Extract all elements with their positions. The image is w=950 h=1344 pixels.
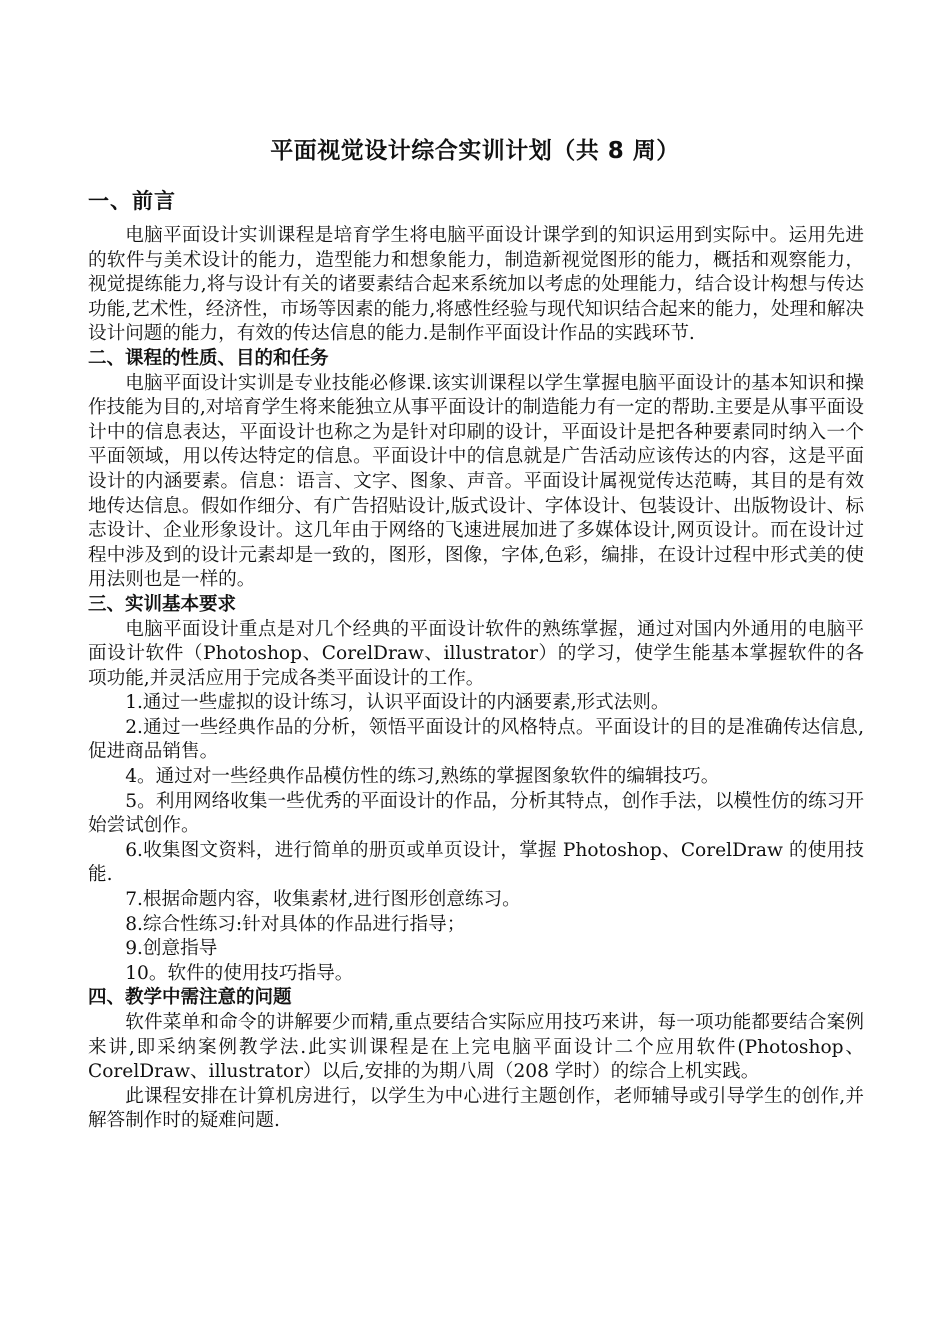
paragraph: 电脑平面设计实训课程是培育学生将电脑平面设计课学到的知识运用到实际中。运用先进的软件与美术设计的能力，造型能力和想象能力，制造新视觉图形的能力，概括和观察能力，视觉提练能力,将与设计有关的诸要素结合起来系统加以考虑的处理能力，结合设计构想与传达功能,艺术性，经济性，市场等因素的能力,将感性经验与现代知识结合起来的能力，处理和解决设计问题的能力，有效的传达信息的能力.是制作平面设计作品的实践环节. [88,225,864,345]
paragraph: 电脑平面设计实训是专业技能必修课.该实训课程以学生掌握电脑平面设计的基本知识和操作技能为目的,对培育学生将来能独立从事平面设计的制造能力有一定的帮助.主要是从事平面设计中的信息表达，平面设计也称之为是针对印刷的设计，平面设计是把各种要素同时纳入一个平面领域，用以传达特定的信息。平面设计中的信息就是广告活动应该传达的内容，这是平面设计的内涵要素。信息：语言、文字、图象、声音。平面设计属视觉传达范畴，其目的是有效地传达信息。假如作细分、有广告招贴设计,版式设计、字体设计、包装设计、出版物设计、标志设计、企业形象设计。这几年由于网络的飞速进展加进了多媒体设计,网页设计。而在设计过程中涉及到的设计元素却是一致的，图形，图像，字体,色彩，编排，在设计过程中形式美的使用法则也是一样的。 [88,372,864,591]
section-heading: 一、前言 [88,189,176,213]
document-title: 平面视觉设计综合实训计划（共 8 周） [270,138,680,164]
document-body [88,186,864,1134]
list-item: 10。软件的使用技巧指导。 [125,962,354,984]
list-item: 1.通过一些虚拟的设计练习，认识平面设计的内涵要素,形式法则。 [125,692,670,714]
section-teaching-notes [88,986,864,1134]
section-heading: 四、教学中需注意的问题 [88,987,292,1009]
list-item: 8.综合性练习:针对具体的作品进行指导； [125,913,466,935]
paragraph: 此课程安排在计算机房进行，以学生为中心进行主题创作，老师辅导或引导学生的创作,并解答制作时的疑难问题. [88,1085,864,1132]
list-item: 2.通过一些经典作品的分析，领悟平面设计的风格特点。平面设计的目的是准确传达信息,促进商品销售。 [88,716,864,763]
list-item: 4。通过对一些经典作品模仿性的练习,熟练的掌握图象软件的编辑技巧。 [125,766,720,788]
section-nature-purpose [88,347,864,593]
list-item: 7.根据命题内容，收集素材,进行图形创意练习。 [125,889,521,911]
section-requirements [88,593,864,987]
paragraph: 软件菜单和命令的讲解要少而精,重点要结合实际应用技巧来讲，每一项功能都要结合案例来讲,即采纳案例教学法.此实训课程是在上完电脑平面设计二个应用软件(Photoshop、CorelDraw、illustrator）以后,安排的为期八周（208 学时）的综合上机实践。 [88,1012,864,1083]
section-heading: 二、课程的性质、目的和任务 [88,347,329,369]
list-item: 9.创意指导 [125,938,218,960]
section-heading: 三、实训基本要求 [88,593,237,615]
section-preface [88,186,864,347]
list-item: 5。利用网络收集一些优秀的平面设计的作品，分析其特点，创作手法，以模性仿的练习开始尝试创作。 [88,790,864,837]
paragraph: 电脑平面设计重点是对几个经典的平面设计软件的熟练掌握，通过对国内外通用的电脑平面设计软件（Photoshop、CorelDraw、illustrator）的学习，使学生能基本掌握软件的各项功能,并灵活应用于完成各类平面设计的工作。 [88,618,864,689]
list-item: 6.收集图文资料，进行简单的册页或单页设计，掌握 Photoshop、CorelDraw 的使用技能. [88,839,864,886]
